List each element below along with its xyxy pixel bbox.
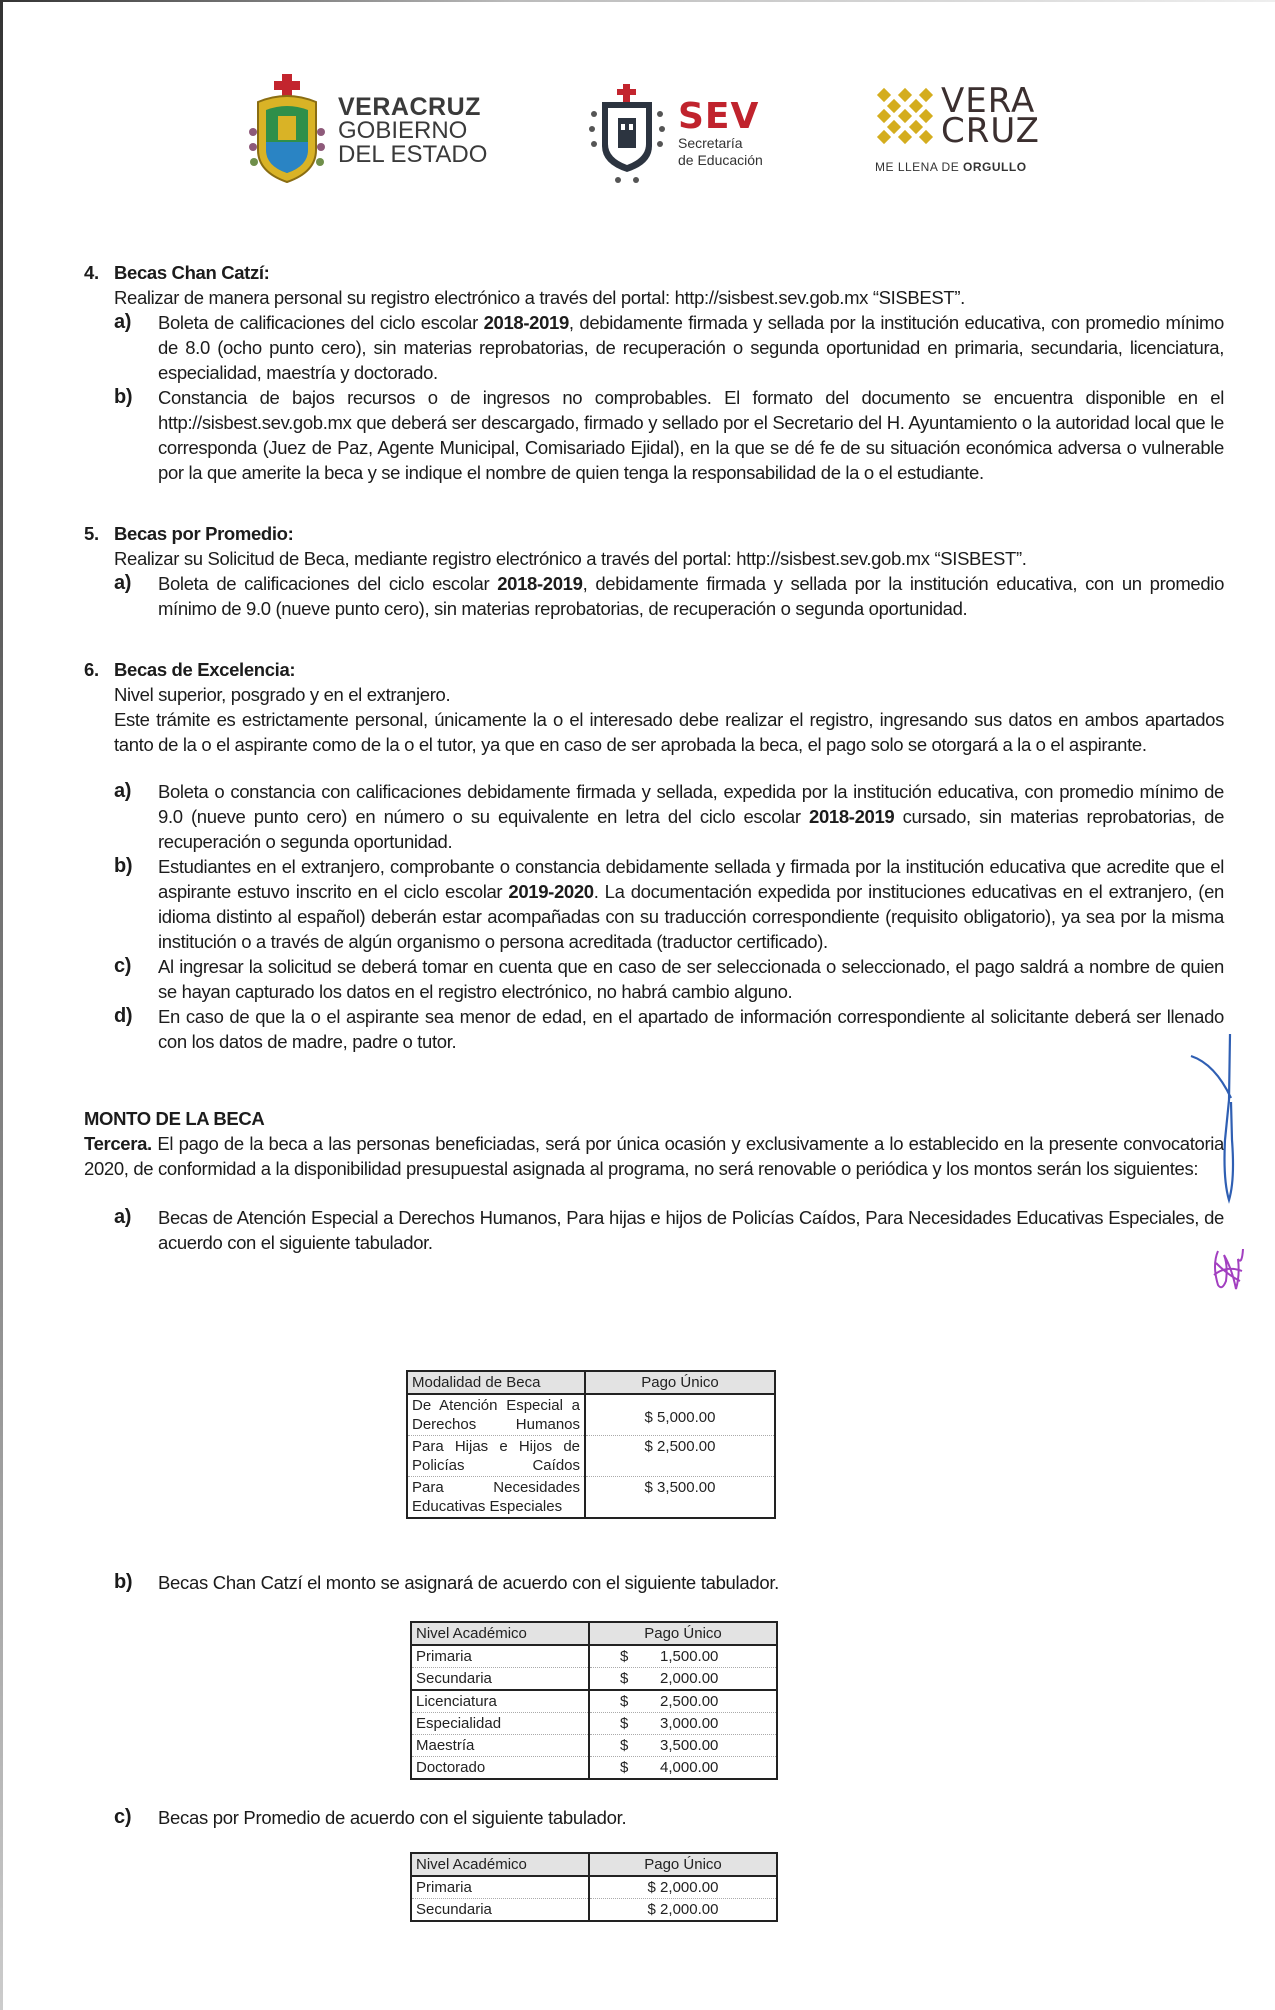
list-item (84, 571, 1224, 621)
handwritten-signature-icon (1185, 1030, 1245, 1210)
cell-modalidad: Para Necesidades Educativas Especiales (407, 1477, 585, 1519)
scan-edge-left (0, 0, 3, 2010)
item-text: Constancia de bajos recursos o de ingresos no comprobables. El formato del documento se encuentra disponible en el http://sisbest.sev.gob.mx que deberá ser descargado, firmado y sellado por el Secretario del H. Ayuntamiento o la autoridad local que le corresponda (Juez de Paz, Agente Municipal, Comisariado Ejidal), en la que se dé fe de su situación económica adversa o vulnerable por la que amerite la beca y se indique el nombre de quien tenga la responsabilidad de la o el estudiante. (158, 387, 1224, 483)
item-text-pre: Estudiantes en el extranjero, comprobante o constancia debidamente sellada y firmada por la institución educativa que acredite que el aspirante estuvo inscrito en el ciclo escolar (158, 856, 1224, 902)
section-number: 4. (84, 262, 99, 283)
sev-shield-icon (588, 84, 666, 184)
monto-item-c (114, 1805, 626, 1830)
table-row (411, 1735, 777, 1757)
cell-nivel: Primaria (411, 1876, 589, 1899)
item-text-bold: 2018-2019 (483, 312, 569, 333)
sev-line1: Secretaría (678, 135, 743, 151)
veracruz-brand-logo (875, 81, 1040, 174)
cell-modalidad: De Atención Especial a Derechos Humanos (407, 1394, 585, 1436)
table-modalidad-beca (406, 1370, 776, 1519)
cell-amount: 2,500.00 (660, 1693, 719, 1710)
column-header: Nivel Académico (411, 1853, 589, 1876)
section-becas-de-excelencia (84, 657, 1224, 1054)
sev-line2: de Educación (678, 152, 763, 168)
column-header: Pago Único (589, 1622, 777, 1645)
currency-symbol: $ (620, 1737, 629, 1754)
item-text-bold: 2018-2019 (809, 806, 895, 827)
veracruz-pattern-icon (875, 86, 935, 146)
cell-pago (589, 1668, 777, 1691)
table-row (411, 1713, 777, 1735)
section-intro: Realizar su Solicitud de Beca, mediante registro electrónico a través del portal: http://sisbest.sev.gob.mx “SISBEST”. (114, 548, 1027, 569)
item-text: Becas de Atención Especial a Derechos Humanos, Para hijas e hijos de Policías Caídos, Para Necesidades Educativas Especiales, de acuerdo con el siguiente tabulador. (158, 1207, 1224, 1253)
currency-symbol: $ (620, 1693, 629, 1710)
table-row (411, 1645, 777, 1668)
cell-pago (589, 1645, 777, 1668)
item-text-pre: Boleta de calificaciones del ciclo escolar (158, 312, 484, 333)
table-row (411, 1876, 777, 1899)
item-text-post: , debidamente firmada y sellada por la institución educativa, con promedio mínimo de 8.0 (ocho punto cero), sin materias reprobatorias, de recuperación o segunda oportunidad en primaria, secundaria, licenciatura, especialidad, maestría y doctorado. (158, 312, 1224, 383)
cell-pago: $ 3,500.00 (585, 1477, 775, 1519)
section-becas-chan-catzi (84, 260, 1224, 485)
section-intro: Realizar de manera personal su registro electrónico a través del portal: http://sisbest.sev.gob.mx “SISBEST”. (114, 287, 965, 308)
item-text-bold: 2019-2020 (508, 881, 594, 902)
item-letter: b) (114, 1571, 133, 1593)
cell-pago (589, 1757, 777, 1780)
table-row (407, 1436, 775, 1477)
column-header: Pago Único (585, 1371, 775, 1394)
section-title (84, 657, 1224, 682)
currency-symbol: $ (620, 1670, 629, 1687)
veracruz-coat-of-arms-icon (248, 72, 326, 190)
item-text: En caso de que la o el aspirante sea menor de edad, en el apartado de información correspondiente al solicitante deberá ser llenado con los datos de madre, padre o tutor. (158, 1006, 1224, 1052)
list-item (84, 310, 1224, 385)
column-header: Pago Único (589, 1853, 777, 1876)
item-text-pre: Boleta de calificaciones del ciclo escolar (158, 573, 498, 594)
scan-edge-top (0, 0, 1275, 2)
monto-lead-text: El pago de la beca a las personas beneficiadas, será por única ocasión y exclusivamente a lo establecido en la presente convocatoria 2020, de conformidad a la disponibilidad presupuestal asignada al programa, no será renovable o periódica y los montos serán los siguientes: (84, 1133, 1224, 1179)
sev-acronym: SEV (678, 96, 760, 137)
monto-item-a (84, 1205, 1224, 1255)
item-text (158, 779, 1224, 854)
gobierno-text (338, 95, 487, 167)
section-title (84, 521, 1224, 546)
cell-nivel: Especialidad (411, 1713, 589, 1735)
cell-nivel: Secundaria (411, 1668, 589, 1691)
item-letter: a) (114, 311, 132, 333)
table-row (411, 1899, 777, 1922)
table-header-row (411, 1853, 777, 1876)
currency-symbol: $ (620, 1648, 629, 1665)
cell-amount: 2,000.00 (660, 1670, 719, 1687)
cell-pago (589, 1713, 777, 1735)
column-header: Modalidad de Beca (407, 1371, 585, 1394)
list-item (84, 954, 1224, 1004)
monto-heading: MONTO DE LA BECA (84, 1108, 265, 1129)
cell-amount: 3,000.00 (660, 1715, 719, 1732)
cell-pago: $ 2,500.00 (585, 1436, 775, 1477)
section-title-text: Becas de Excelencia: (114, 659, 296, 680)
table-row (411, 1757, 777, 1780)
item-text-post: . La documentación expedida por instituciones educativas en el extranjero, (en idioma distinto al español) deberán estar acompañadas con su traducción correspondiente (requisito obligatorio), ya sea por la misma institución o a través de algún organismo o persona acreditada (traductor certificado). (158, 881, 1224, 952)
item-letter: c) (114, 955, 132, 977)
handwritten-initials-icon (1210, 1245, 1245, 1295)
gob-line2: GOBIERNO (338, 117, 468, 144)
cell-nivel: Secundaria (411, 1899, 589, 1922)
section-number: 5. (84, 523, 99, 544)
list-item (84, 385, 1224, 485)
document-body (84, 260, 1224, 1255)
table-row (407, 1477, 775, 1519)
vc-tagline-bold: ORGULLO (963, 160, 1027, 174)
cell-nivel: Primaria (411, 1645, 589, 1668)
gobierno-veracruz-logo (248, 72, 487, 190)
section-title (84, 260, 1224, 285)
item-letter: d) (114, 1005, 133, 1027)
monto-lead (84, 1131, 1224, 1181)
cell-amount: 1,500.00 (660, 1648, 719, 1665)
section-becas-por-promedio (84, 521, 1224, 621)
section-intro-2: Este trámite es estrictamente personal, únicamente la o el interesado debe realizar el registro, ingresando sus datos en ambos apartados tanto de la o el aspirante como de la o el tutor, ya que en caso de ser aprobada la beca, el pago solo se otorgará a la o el aspirante. (114, 709, 1224, 755)
table-row (411, 1690, 777, 1713)
cell-amount: 3,500.00 (660, 1737, 719, 1754)
monto-lead-bold: Tercera. (84, 1133, 152, 1154)
vc-tagline (875, 160, 1040, 174)
monto-item-b (114, 1570, 779, 1595)
item-text: Becas por Promedio de acuerdo con el siguiente tabulador. (158, 1807, 627, 1828)
item-letter: a) (114, 572, 132, 594)
cell-nivel: Doctorado (411, 1757, 589, 1780)
vc-tagline-regular: ME LLENA DE (875, 160, 964, 174)
item-letter: a) (114, 1206, 132, 1228)
column-header: Nivel Académico (411, 1622, 589, 1645)
item-text-post: cursado, sin materias reprobatorias, de recuperación o segunda oportunidad. (158, 806, 1225, 852)
vc-word (941, 81, 1040, 151)
cell-nivel: Maestría (411, 1735, 589, 1757)
table-por-promedio (410, 1852, 778, 1922)
table-header-row (407, 1371, 775, 1394)
document-header (0, 72, 1275, 197)
table-row (411, 1668, 777, 1691)
item-letter: b) (114, 386, 133, 408)
table-header-row (411, 1622, 777, 1645)
table-row (407, 1394, 775, 1436)
currency-symbol: $ (620, 1715, 629, 1732)
section-intro-1: Nivel superior, posgrado y en el extranjero. (114, 684, 451, 705)
section-title-text: Becas por Promedio: (114, 523, 294, 544)
list-item (84, 779, 1224, 854)
list-item (84, 854, 1224, 954)
cell-pago: $ 2,000.00 (589, 1899, 777, 1922)
cell-pago (589, 1690, 777, 1713)
item-letter: b) (114, 855, 133, 877)
item-text-bold: 2018-2019 (497, 573, 583, 594)
sev-logo (588, 84, 763, 184)
gob-line1: VERACRUZ (338, 93, 481, 121)
sev-text (678, 96, 763, 169)
cell-nivel: Licenciatura (411, 1690, 589, 1713)
cell-pago: $ 2,000.00 (589, 1876, 777, 1899)
section-number: 6. (84, 659, 99, 680)
cell-modalidad: Para Hijas e Hijos de Policías Caídos (407, 1436, 585, 1477)
cell-pago: $ 5,000.00 (585, 1394, 775, 1436)
section-title-text: Becas Chan Catzí: (114, 262, 270, 283)
item-text-pre: Boleta o constancia con calificaciones debidamente firmada y sellada, expedida por la institución educativa, con promedio mínimo de 9.0 (nueve punto cero) en número o su equivalente en letra del ciclo escolar (158, 781, 1224, 827)
item-text (158, 310, 1224, 385)
cell-amount: 4,000.00 (660, 1759, 719, 1776)
item-letter: a) (114, 780, 132, 802)
vc-line1: VERA (941, 81, 1036, 121)
currency-symbol: $ (620, 1759, 629, 1776)
item-letter: c) (114, 1806, 132, 1828)
table-chan-catzi (410, 1621, 778, 1780)
item-text (158, 854, 1224, 954)
item-text (158, 571, 1224, 621)
item-text: Becas Chan Catzí el monto se asignará de acuerdo con el siguiente tabulador. (158, 1572, 779, 1593)
item-text: Al ingresar la solicitud se deberá tomar en cuenta que en caso de ser seleccionada o seleccionado, el pago saldrá a nombre de quien se hayan capturado los datos en el registro electrónico, no habrá cambio alguno. (158, 956, 1224, 1002)
gob-line3: DEL ESTADO (338, 141, 488, 168)
list-item (84, 1004, 1224, 1054)
cell-pago (589, 1735, 777, 1757)
item-text-post: , debidamente firmada y sellada por la institución educativa, con un promedio mínimo de 9.0 (nueve punto cero), sin materias reprobatorias, de recuperación o segunda oportunidad. (158, 573, 1225, 619)
vc-line2: CRUZ (941, 111, 1040, 151)
